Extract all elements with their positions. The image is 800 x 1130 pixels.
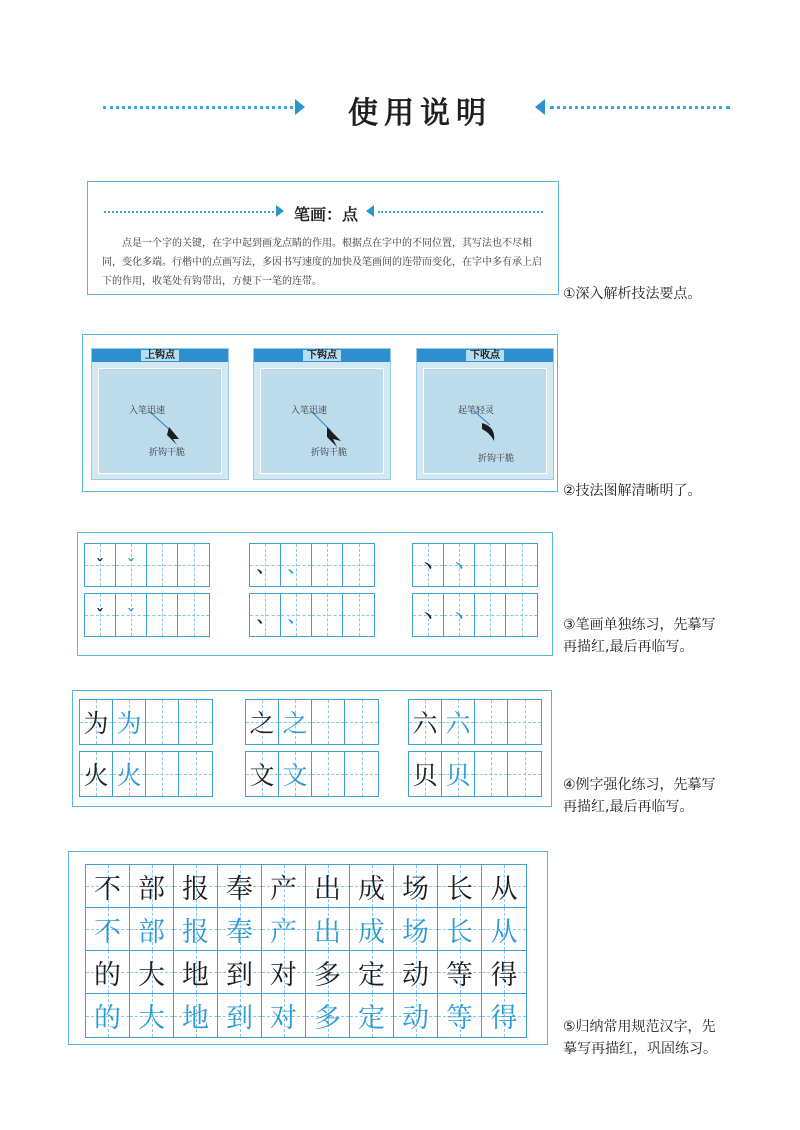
caption-3-line-2: 再描红,最后再临写。 [563, 639, 694, 655]
grid-cell [409, 700, 442, 744]
grid-cell [281, 544, 312, 586]
diagram-card-title-bar [417, 349, 553, 362]
caption-1: ①深入解析技法要点。 [563, 286, 702, 302]
practice-stroke: 、 [256, 556, 273, 576]
practice-stroke: 丶 [419, 606, 436, 626]
trace-character: 为 [116, 709, 142, 738]
grid-cell [80, 752, 113, 796]
model-character: 等 [446, 959, 473, 991]
grid-cell [345, 700, 378, 744]
grid-cell [475, 752, 508, 796]
character-grid [79, 699, 213, 745]
practice-grid [249, 543, 375, 587]
grid-cell [218, 865, 262, 908]
model-character: 多 [314, 959, 341, 991]
diagram-card-canvas [98, 368, 222, 474]
grid-cell [279, 700, 312, 744]
heading-dotted-line-right [378, 211, 543, 213]
grid-cell [218, 951, 262, 994]
grid-cell [394, 865, 438, 908]
practice-grid [412, 543, 538, 587]
model-character: 到 [226, 959, 253, 991]
grid-cell [312, 594, 343, 636]
grid-cell [281, 594, 312, 636]
grid-cell [113, 752, 146, 796]
model-character: 文 [249, 761, 275, 790]
trace-stroke: 、 [287, 556, 304, 576]
grid-cell [438, 865, 482, 908]
grid-cell [438, 994, 482, 1037]
grid-cell [130, 865, 174, 908]
grid-cell [312, 752, 345, 796]
grid-cell [350, 994, 394, 1037]
model-character: 对 [270, 959, 297, 991]
model-character: 为 [83, 709, 109, 738]
common-character-grid [85, 864, 527, 1038]
practice-grid [84, 543, 210, 587]
grid-cell [179, 700, 212, 744]
model-character: 的 [94, 959, 121, 991]
grid-cell [508, 700, 541, 744]
caption-5-line-1: ⑤归纳常用规范汉字，先 [563, 1019, 716, 1035]
diagram-label-end: 折钩干脆 [311, 448, 348, 458]
grid-cell [482, 908, 526, 951]
caption-3-line-1: ③笔画单独练习，先摹写 [563, 617, 716, 633]
grid-cell [85, 594, 116, 636]
diagram-card-canvas [423, 368, 547, 474]
model-character: 奉 [226, 873, 253, 905]
diagram-card-canvas [260, 368, 384, 474]
trace-character: 长 [446, 916, 473, 948]
trace-character: 产 [270, 916, 297, 948]
trace-character: 到 [226, 1003, 253, 1034]
title-dotted-line-right [550, 106, 730, 109]
stroke-practice-panel [77, 532, 553, 656]
grid-cell [306, 951, 350, 994]
diagram-label-start: 起笔轻灵 [458, 406, 495, 416]
trace-character: 场 [402, 916, 429, 948]
model-character: 从 [490, 873, 518, 905]
trace-character: 等 [446, 1003, 473, 1034]
caption-2: ②技法图解清晰明了。 [563, 483, 702, 499]
grid-cell [174, 865, 218, 908]
grid-cell [262, 865, 306, 908]
heading-dotted-line-left [104, 211, 274, 213]
model-character: 之 [249, 709, 275, 738]
grid-cell [438, 951, 482, 994]
trace-character: 文 [282, 761, 308, 790]
character-grid [408, 751, 542, 797]
grid-cell [350, 908, 394, 951]
trace-character: 的 [94, 1003, 121, 1034]
model-character: 定 [358, 959, 385, 991]
character-grid [79, 751, 213, 797]
model-character: 出 [314, 873, 341, 905]
diagram-card-upward-hook-dot [91, 348, 229, 480]
grid-cell [394, 908, 438, 951]
model-character: 报 [182, 873, 209, 905]
grid-cell [250, 594, 281, 636]
model-character: 六 [412, 709, 438, 738]
model-character: 动 [402, 959, 429, 991]
title-row [95, 88, 735, 131]
grid-cell [218, 908, 262, 951]
caption-5-line-2: 摹写再描红，巩固练习。 [563, 1041, 717, 1057]
grid-cell [438, 908, 482, 951]
grid-cell [116, 544, 147, 586]
title-arrow-left-icon [295, 99, 305, 115]
trace-character: 定 [358, 1003, 385, 1034]
practice-grid [412, 593, 538, 637]
model-character: 部 [138, 873, 165, 905]
grid-cell [86, 994, 130, 1037]
stroke-description: 点是一个字的关键，在字中起到画龙点睛的作用。根据点在字中的不同位置，其写法也不尽相同，变化多端。行楷中的点画写法，多因书写速度的加快及笔画间的连带而变化，在字中多有承上启下的作用，收笔处有钩带出，方便下一笔的连带。 [102, 238, 542, 287]
practice-stroke: ˇ [96, 555, 104, 575]
heading-arrow-left-icon [276, 205, 284, 217]
heading-arrow-right-icon [366, 205, 374, 217]
practice-stroke: 丶 [419, 556, 436, 576]
trace-character: 出 [314, 916, 341, 948]
grid-cell [394, 951, 438, 994]
grid-cell [86, 865, 130, 908]
model-character: 场 [402, 873, 429, 905]
diagram-card-title: 下收点 [466, 350, 504, 361]
trace-stroke: 丶 [450, 606, 467, 626]
trace-character: 贝 [445, 761, 471, 790]
grid-cell [178, 594, 209, 636]
model-character: 长 [446, 873, 473, 905]
practice-grid [249, 593, 375, 637]
trace-character: 不 [94, 916, 121, 948]
grid-cell [343, 594, 374, 636]
technique-diagram-panel [82, 334, 558, 492]
caption-4-line-2: 再描红,最后再临写。 [563, 799, 694, 815]
model-character: 产 [270, 873, 297, 905]
grid-cell [86, 951, 130, 994]
grid-cell [130, 908, 174, 951]
grid-cell [113, 700, 146, 744]
grid-cell [444, 544, 475, 586]
grid-cell [350, 865, 394, 908]
trace-character: 报 [182, 916, 209, 948]
model-character: 不 [94, 873, 121, 905]
trace-character: 大 [138, 1003, 165, 1034]
grid-cell [506, 544, 537, 586]
trace-character: 成 [358, 916, 385, 948]
grid-cell [508, 752, 541, 796]
practice-stroke: 、 [256, 606, 273, 626]
grid-cell [350, 951, 394, 994]
grid-cell [475, 700, 508, 744]
grid-cell [306, 994, 350, 1037]
title-arrow-right-icon [535, 99, 545, 115]
grid-cell [174, 994, 218, 1037]
stroke-heading-row [98, 202, 548, 222]
grid-cell [262, 951, 306, 994]
caption-3 [563, 614, 716, 658]
grid-cell [409, 752, 442, 796]
trace-character: 多 [314, 1003, 341, 1034]
grid-cell [312, 544, 343, 586]
grid-cell [80, 700, 113, 744]
grid-cell [116, 594, 147, 636]
grid-cell [312, 700, 345, 744]
grid-cell [218, 994, 262, 1037]
trace-character: 之 [282, 709, 308, 738]
grid-cell [250, 544, 281, 586]
common-character-panel [68, 851, 548, 1045]
grid-cell [306, 865, 350, 908]
character-grid [245, 699, 379, 745]
model-character: 大 [138, 959, 165, 991]
character-grid [245, 751, 379, 797]
grid-cell [85, 544, 116, 586]
trace-character: 对 [270, 1003, 297, 1034]
practice-grid [84, 593, 210, 637]
caption-5 [563, 1016, 717, 1060]
diagram-label-end: 折钩干脆 [149, 448, 186, 458]
diagram-card-downward-hook-dot [253, 348, 391, 480]
caption-4-line-1: ④例字强化练习，先摹写 [563, 777, 716, 793]
grid-cell [413, 544, 444, 586]
page-title: 使用说明 [348, 96, 492, 131]
grid-cell [306, 908, 350, 951]
diagram-card-downward-stop-dot [416, 348, 554, 480]
trace-character: 六 [445, 709, 471, 738]
grid-cell [442, 752, 475, 796]
diagram-card-title: 上钩点 [141, 350, 179, 361]
grid-cell [506, 594, 537, 636]
grid-cell [130, 994, 174, 1037]
grid-cell [262, 908, 306, 951]
model-character: 成 [358, 873, 385, 905]
trace-character: 地 [182, 1003, 209, 1034]
grid-cell [262, 994, 306, 1037]
trace-character: 得 [490, 1003, 518, 1034]
grid-cell [178, 544, 209, 586]
title-dotted-line-left [103, 106, 293, 109]
model-character: 火 [83, 761, 109, 790]
trace-character: 从 [490, 916, 518, 948]
stroke-intro-panel [87, 181, 559, 295]
diagram-label-start: 入笔迅速 [291, 406, 328, 416]
diagram-label-end: 折钩干脆 [478, 454, 515, 464]
grid-cell [413, 594, 444, 636]
model-character: 地 [182, 959, 209, 991]
grid-cell [475, 544, 506, 586]
trace-character: 火 [116, 761, 142, 790]
trace-stroke: ˇ [127, 605, 135, 625]
grid-cell [147, 594, 178, 636]
diagram-card-title-bar [92, 349, 228, 362]
grid-cell [482, 994, 526, 1037]
grid-cell [146, 700, 179, 744]
grid-cell [86, 908, 130, 951]
grid-cell [246, 752, 279, 796]
model-character: 贝 [412, 761, 438, 790]
trace-character: 部 [138, 916, 165, 948]
grid-cell [345, 752, 378, 796]
trace-character: 动 [402, 1003, 429, 1034]
character-grid [408, 699, 542, 745]
diagram-card-title: 下钩点 [303, 350, 341, 361]
diagram-card-title-bar [254, 349, 390, 362]
grid-cell [146, 752, 179, 796]
trace-character: 奉 [226, 916, 253, 948]
grid-cell [482, 951, 526, 994]
grid-cell [179, 752, 212, 796]
grid-cell [174, 908, 218, 951]
grid-cell [442, 700, 475, 744]
model-character: 得 [490, 959, 518, 991]
grid-cell [130, 951, 174, 994]
grid-cell [482, 865, 526, 908]
grid-cell [246, 700, 279, 744]
caption-4 [563, 774, 716, 818]
grid-cell [475, 594, 506, 636]
grid-cell [174, 951, 218, 994]
trace-stroke: 、 [287, 606, 304, 626]
grid-cell [279, 752, 312, 796]
practice-stroke: ˇ [96, 605, 104, 625]
grid-cell [343, 544, 374, 586]
grid-cell [147, 544, 178, 586]
stroke-heading: 笔画：点 [293, 205, 358, 224]
grid-cell [394, 994, 438, 1037]
example-character-panel [72, 690, 552, 807]
trace-stroke: 丶 [450, 556, 467, 576]
trace-stroke: ˇ [127, 555, 135, 575]
grid-cell [444, 594, 475, 636]
diagram-label-start: 入笔迅速 [129, 406, 166, 416]
